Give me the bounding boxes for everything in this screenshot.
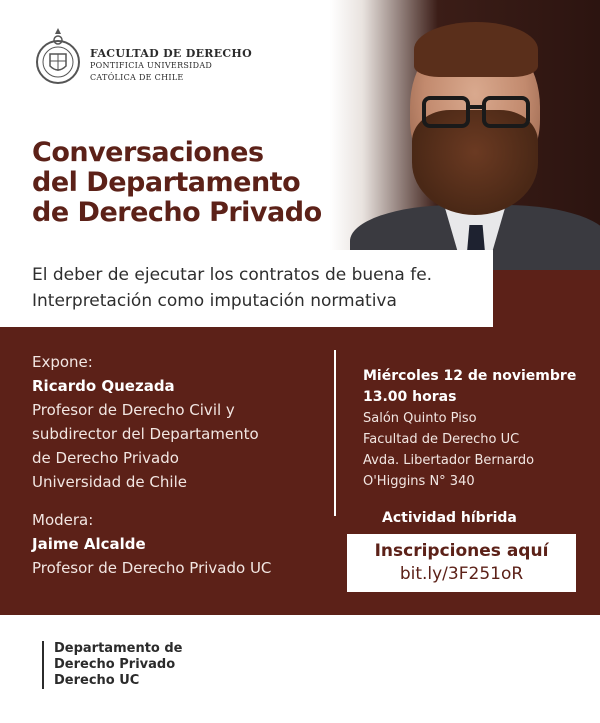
glasses-icon [422,95,530,129]
department-footer [54,641,183,689]
speaker-role-line: Universidad de Chile [32,473,187,491]
university-name-line2: CATÓLICA DE CHILE [90,73,184,82]
signup-label: Inscripciones aquí [374,541,549,561]
event-time: 13.00 horas [363,389,457,405]
location-line: Facultad de Derecho UC [363,432,520,447]
title-line: Conversaciones [32,137,264,168]
speaker-role-line: subdirector del Departamento [32,425,259,443]
university-name-line1: PONTIFICIA UNIVERSIDAD [90,61,213,70]
location-line: Salón Quinto Piso [363,411,477,426]
speaker-role-line: Profesor de Derecho Civil y [32,401,235,419]
speaker-photo [330,0,600,270]
moderator-name: Jaime Alcalde [32,535,146,553]
footer-line: Derecho Privado [54,657,176,672]
event-date: Miércoles 12 de noviembre [363,368,577,384]
footer-line: Departamento de [54,641,183,656]
speaker-role-line: de Derecho Privado [32,449,179,467]
moderator-label: Modera: [32,511,94,529]
column-divider [334,350,336,516]
signup-link[interactable]: bit.ly/3F251oR [399,564,524,584]
university-crest-logo [34,26,82,88]
talk-subtitle [32,262,432,314]
signup-box[interactable] [347,534,576,592]
title-line: del Departamento [32,167,301,198]
speaker-label: Expone: [32,353,93,371]
participants [32,350,312,580]
location-line: O'Higgins N° 340 [363,474,475,489]
location-line: Avda. Libertador Bernardo [363,453,535,468]
subtitle-line: Interpretación como imputación normativa [32,291,397,311]
title-line: de Derecho Privado [32,197,322,228]
moderator-role: Profesor de Derecho Privado UC [32,559,272,577]
event-details [363,366,576,492]
faculty-name: FACULTAD DE DERECHO [90,47,253,60]
institution-name [90,48,252,84]
footer-line: Derecho UC [54,673,140,688]
speaker-name: Ricardo Quezada [32,377,175,395]
footer-divider [42,641,44,689]
hybrid-activity-label: Actividad híbrida [382,510,517,526]
event-title [32,138,322,228]
subtitle-line: El deber de ejecutar los contratos de buena fe. [32,265,433,285]
